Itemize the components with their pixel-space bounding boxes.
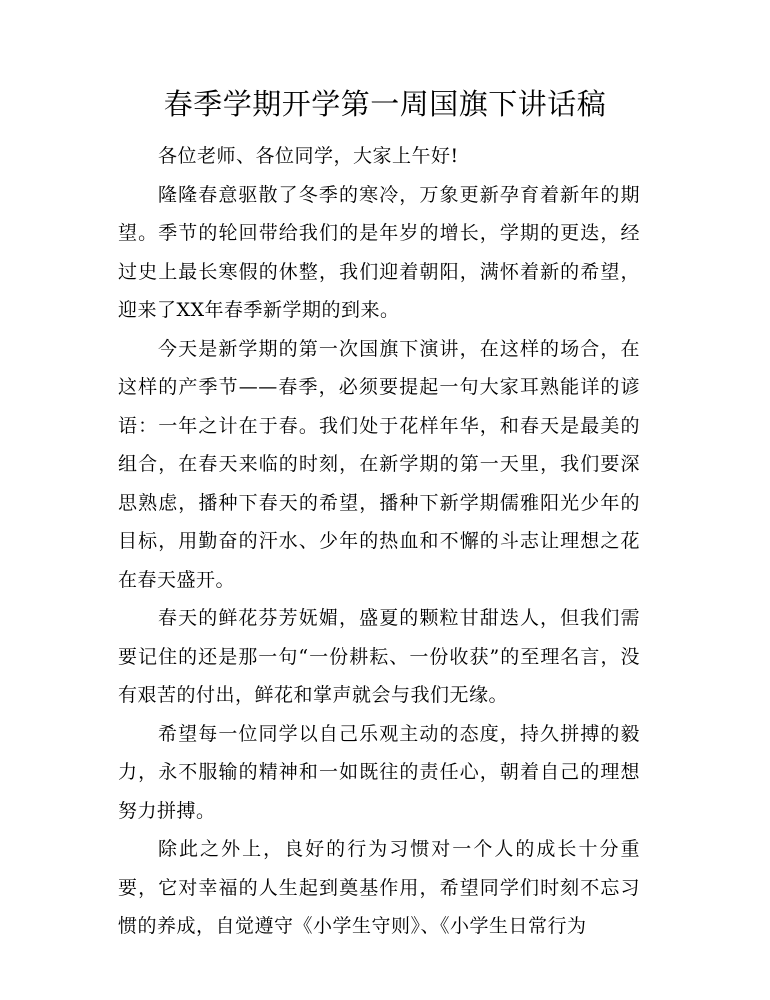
- paragraph-greeting: 各位老师、各位同学，大家上午好!: [158, 145, 459, 167]
- paragraph-first-speech: 今天是新学期的第一次国旗下演讲，在这样的场合，在这样的产季节——春季，必须要提起一句大家耳熟能详的谚语：一年之计在于春。我们处于花样年华，和春天是最美的组合，在春天来临的时刻，在新学期的第一天里，我们要深思熟虑，播种下春天的希望，播种下新学期儒雅阳光少年的目标，用勤奋的汗水、少年的热血和不懈的斗志让理想之花在春天盛开。: [118, 337, 640, 591]
- paragraph-habits: 除此之外上，良好的行为习惯对一个人的成长十分重要，它对幸福的人生起到奠基作用，希望同学们时刻不忘习惯的养成，自觉遵守《小学生守则》、《小学生日常行为: [118, 838, 640, 937]
- paragraph-spring-opening: 隆隆春意驱散了冬季的寒冷，万象更新孕育着新年的期望。季节的轮回带给我们的是年岁的增长，学期的更迭，经过史上最长寒假的休整，我们迎着朝阳，满怀着新的希望，迎来了XX年春季新学期的到来。: [118, 183, 640, 321]
- document-title: 春季学期开学第一周国旗下讲话稿: [163, 87, 607, 121]
- document-body: [118, 137, 640, 946]
- paragraph-hard-work: 春天的鲜花芬芳妩媚，盛夏的颗粒甘甜迭人，但我们需要记住的还是那一句“一份耕耘、一份收获”的至理名言，没有艰苦的付出，鲜花和掌声就会与我们无缘。: [118, 607, 640, 706]
- paragraph-hope: 希望每一位同学以自己乐观主动的态度，持久拼搏的毅力，永不服输的精神和一如既往的责任心，朝着自己的理想努力拼搏。: [118, 722, 640, 822]
